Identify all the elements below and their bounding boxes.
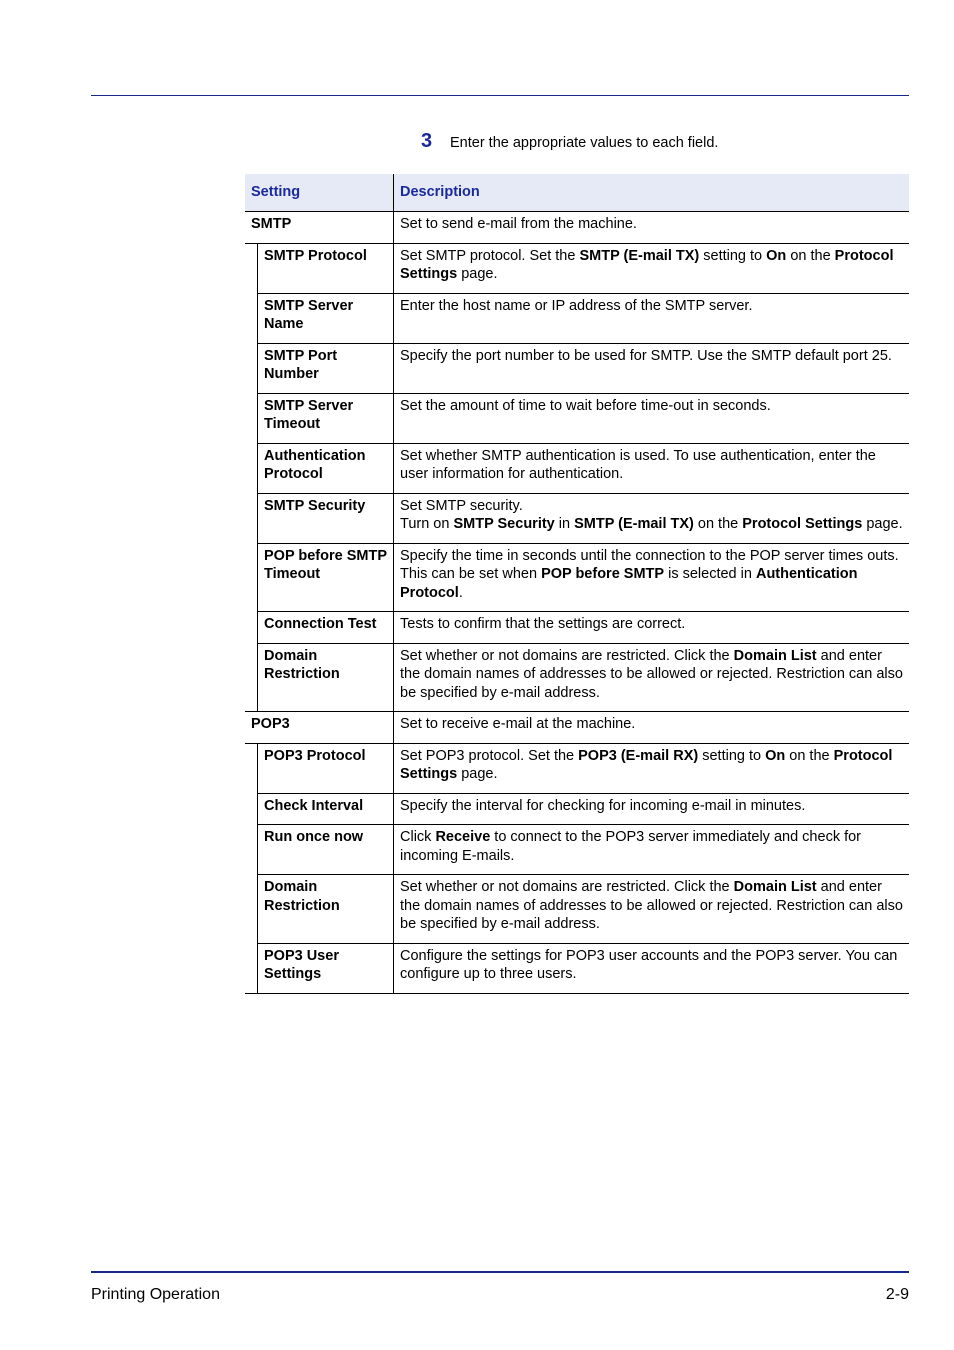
indent-spacer bbox=[245, 943, 258, 993]
setting-name: SMTP Server Timeout bbox=[258, 393, 394, 443]
table-row-pop3-pop3-user-settings bbox=[245, 943, 909, 993]
indent-spacer bbox=[245, 793, 258, 825]
group-description-pop3: Set to receive e-mail at the machine. bbox=[394, 712, 910, 744]
setting-description: Tests to confirm that the settings are correct. bbox=[394, 612, 910, 644]
setting-name: Check Interval bbox=[258, 793, 394, 825]
indent-spacer bbox=[245, 393, 258, 443]
indent-spacer bbox=[245, 643, 258, 712]
setting-name: Authentication Protocol bbox=[258, 443, 394, 493]
table-row-smtp-smtp-port-number bbox=[245, 343, 909, 393]
table-row-smtp-connection-test bbox=[245, 612, 909, 644]
setting-description: Click Receive to connect to the POP3 server immediately and check for incoming E-mails. bbox=[394, 825, 910, 875]
setting-description: Specify the time in seconds until the connection to the POP server times outs. This can be set when POP before SMTP is selected in Authentication Protocol. bbox=[394, 543, 910, 612]
indent-spacer bbox=[245, 612, 258, 644]
setting-name: Run once now bbox=[258, 825, 394, 875]
step-text: Enter the appropriate values to each field. bbox=[450, 135, 719, 151]
indent-spacer bbox=[245, 875, 258, 944]
footer-title: Printing Operation bbox=[91, 1286, 220, 1303]
setting-description: Specify the port number to be used for SMTP. Use the SMTP default port 25. bbox=[394, 343, 910, 393]
table-row-pop3-pop3-protocol bbox=[245, 743, 909, 793]
setting-description: Set the amount of time to wait before time-out in seconds. bbox=[394, 393, 910, 443]
setting-description: Enter the host name or IP address of the SMTP server. bbox=[394, 293, 910, 343]
setting-name: POP3 Protocol bbox=[258, 743, 394, 793]
setting-name: SMTP Port Number bbox=[258, 343, 394, 393]
step-number: 3 bbox=[421, 130, 433, 152]
table-row-smtp-domain-restriction bbox=[245, 643, 909, 712]
page-number: 2-9 bbox=[885, 1286, 909, 1303]
indent-spacer bbox=[245, 293, 258, 343]
indent-spacer bbox=[245, 243, 258, 293]
setting-description: Set whether SMTP authentication is used. To use authentication, enter the user information for authentication. bbox=[394, 443, 910, 493]
setting-name: SMTP Server Name bbox=[258, 293, 394, 343]
table-row-smtp-smtp-server-name bbox=[245, 293, 909, 343]
indent-spacer bbox=[245, 543, 258, 612]
table-row-smtp-pop-before-smtp-timeout bbox=[245, 543, 909, 612]
indent-spacer bbox=[245, 343, 258, 393]
setting-name: POP3 User Settings bbox=[258, 943, 394, 993]
header-rule bbox=[91, 95, 909, 96]
setting-description: Specify the interval for checking for incoming e-mail in minutes. bbox=[394, 793, 910, 825]
header-setting: Setting bbox=[245, 174, 394, 212]
step-instruction bbox=[421, 130, 718, 153]
table-row-pop3-domain-restriction bbox=[245, 875, 909, 944]
table-body bbox=[245, 212, 909, 994]
settings-table bbox=[245, 174, 909, 994]
setting-name: SMTP Security bbox=[258, 493, 394, 543]
indent-spacer bbox=[245, 743, 258, 793]
table-header-row bbox=[245, 174, 909, 212]
footer-rule bbox=[91, 1271, 909, 1273]
table-row-smtp-smtp-protocol bbox=[245, 243, 909, 293]
setting-description: Set whether or not domains are restricted. Click the Domain List and enter the domain names of addresses to be allowed or rejected. Restriction can also be specified by e-mail address. bbox=[394, 643, 910, 712]
setting-description: Set POP3 protocol. Set the POP3 (E-mail RX) setting to On on the Protocol Settings page. bbox=[394, 743, 910, 793]
group-row-smtp bbox=[245, 212, 909, 244]
table-row-pop3-run-once-now bbox=[245, 825, 909, 875]
indent-spacer bbox=[245, 825, 258, 875]
setting-name: Domain Restriction bbox=[258, 643, 394, 712]
indent-spacer bbox=[245, 493, 258, 543]
table-row-smtp-smtp-server-timeout bbox=[245, 393, 909, 443]
setting-name: Domain Restriction bbox=[258, 875, 394, 944]
group-label-smtp: SMTP bbox=[245, 212, 394, 244]
setting-description: Configure the settings for POP3 user accounts and the POP3 server. You can configure up to three users. bbox=[394, 943, 910, 993]
header-description: Description bbox=[394, 174, 910, 212]
table-row-pop3-check-interval bbox=[245, 793, 909, 825]
setting-name: Connection Test bbox=[258, 612, 394, 644]
group-row-pop3 bbox=[245, 712, 909, 744]
indent-spacer bbox=[245, 443, 258, 493]
setting-description: Set SMTP security. Turn on SMTP Security in SMTP (E-mail TX) on the Protocol Settings page. bbox=[394, 493, 910, 543]
table-row-smtp-smtp-security bbox=[245, 493, 909, 543]
group-label-pop3: POP3 bbox=[245, 712, 394, 744]
setting-description: Set whether or not domains are restricted. Click the Domain List and enter the domain names of addresses to be allowed or rejected. Restriction can also be specified by e-mail address. bbox=[394, 875, 910, 944]
setting-name: POP before SMTP Timeout bbox=[258, 543, 394, 612]
group-description-smtp: Set to send e-mail from the machine. bbox=[394, 212, 910, 244]
table-row-smtp-authentication-protocol bbox=[245, 443, 909, 493]
setting-name: SMTP Protocol bbox=[258, 243, 394, 293]
setting-description: Set SMTP protocol. Set the SMTP (E-mail TX) setting to On on the Protocol Settings page. bbox=[394, 243, 910, 293]
